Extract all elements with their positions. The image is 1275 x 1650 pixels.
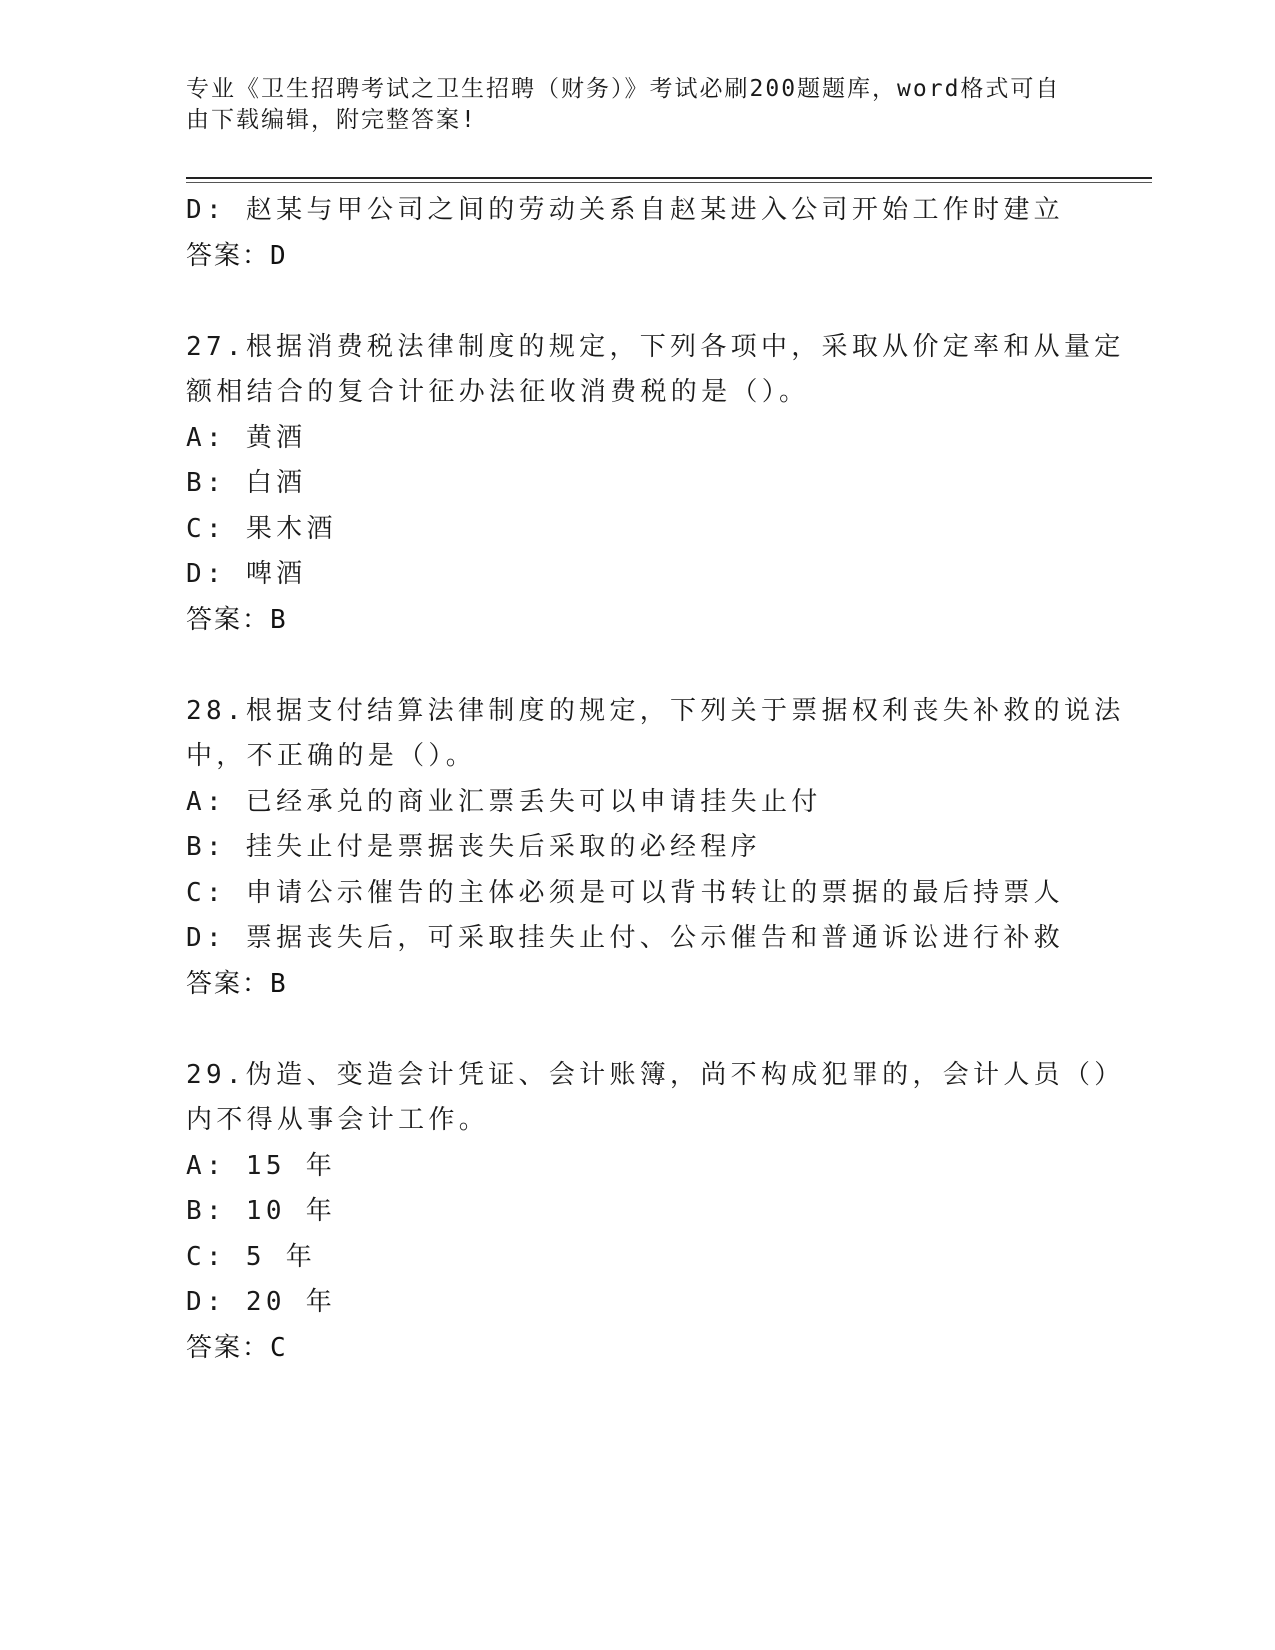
option-d: D: 票据丧失后，可采取挂失止付、公示催告和普通诉讼进行补救	[186, 923, 1064, 953]
question-stem: 内不得从事会计工作。	[186, 1105, 490, 1135]
spacer	[186, 1007, 1086, 1053]
option-a: A: 15 年	[186, 1150, 337, 1181]
question-stem: 额相结合的复合计征办法征收消费税的是（）。	[186, 377, 810, 407]
question-stem: 28.根据支付结算法律制度的规定，下列关于票据权利丧失补救的说法	[186, 695, 1125, 726]
question-29	[186, 1053, 1125, 1372]
option-b: B: 10 年	[186, 1196, 337, 1226]
header-line-1: 专业《卫生招聘考试之卫生招聘（财务）》考试必刷200题题库，word格式可自	[186, 76, 1061, 102]
header-line-2: 由下载编辑，附完整答案!	[186, 107, 477, 133]
option-b: B: 挂失止付是票据丧失后采取的必经程序	[186, 832, 761, 862]
answer-line: 答案：D	[186, 240, 288, 271]
option-a: A: 黄酒	[186, 422, 307, 453]
answer-line: 答案：B	[186, 604, 288, 635]
question-27	[186, 325, 1125, 644]
header-divider-thick	[186, 177, 1152, 179]
option-d: D: 赵某与甲公司之间的劳动关系自赵某进入公司开始工作时建立	[186, 195, 1064, 225]
question-stem: 中，不正确的是（）。	[186, 741, 477, 771]
question-28	[186, 689, 1125, 1008]
answer-line: 答案：B	[186, 968, 288, 999]
option-d: D: 20 年	[186, 1287, 337, 1317]
option-d: D: 啤酒	[186, 559, 307, 589]
document-header	[186, 74, 1066, 136]
question-stem: 29.伪造、变造会计凭证、会计账簿，尚不构成犯罪的，会计人员（）	[186, 1059, 1125, 1090]
question-list	[186, 188, 1125, 1371]
option-b: B: 白酒	[186, 468, 307, 498]
option-c: C: 申请公示催告的主体必须是可以背书转让的票据的最后持票人	[186, 877, 1064, 908]
answer-line: 答案：C	[186, 1332, 288, 1363]
option-c: C: 5 年	[186, 1241, 317, 1272]
spacer	[186, 279, 1086, 325]
header-divider-thin	[186, 182, 1152, 183]
carryover-block	[186, 188, 1086, 279]
spacer	[186, 643, 1086, 689]
option-c: C: 果木酒	[186, 513, 337, 544]
question-stem: 27.根据消费税法律制度的规定，下列各项中，采取从价定率和从量定	[186, 331, 1125, 362]
option-a: A: 已经承兑的商业汇票丢失可以申请挂失止付	[186, 786, 822, 817]
